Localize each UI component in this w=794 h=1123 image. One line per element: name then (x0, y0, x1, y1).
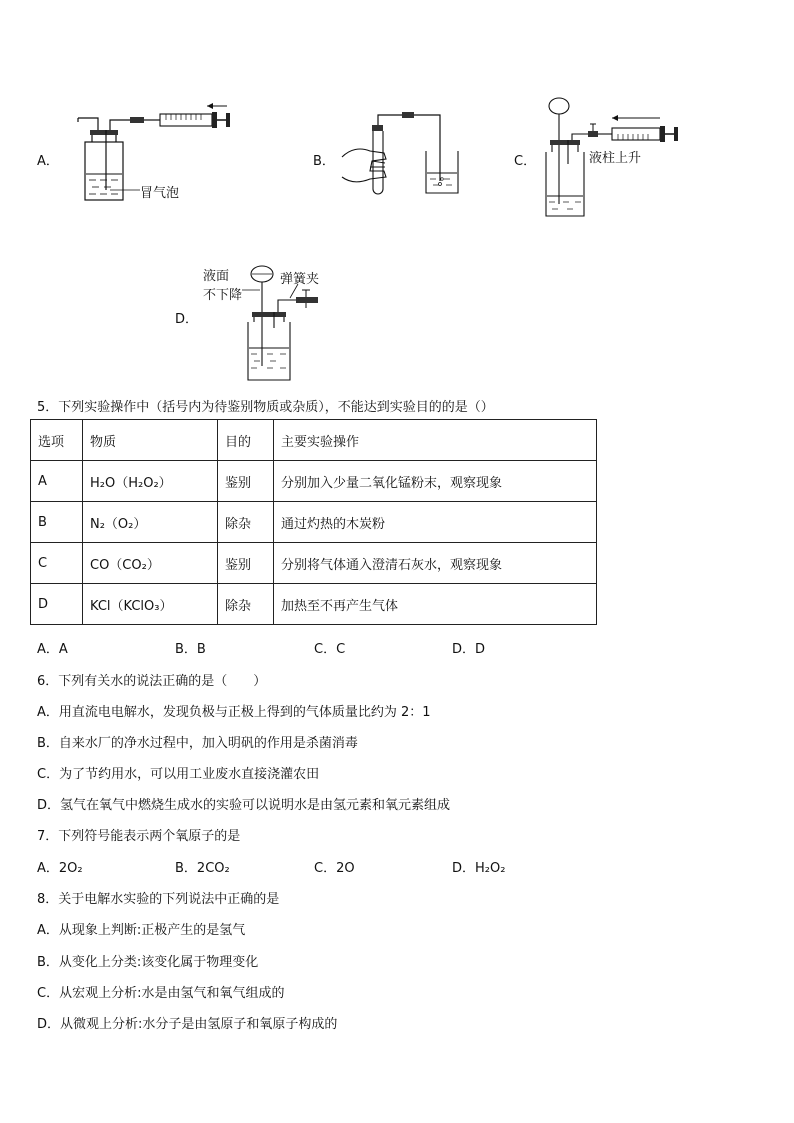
cell-option: D (31, 584, 83, 625)
q5-stem: 5．下列实验操作中（括号内为待鉴别物质或杂质），不能达到实验目的的是（） (37, 400, 494, 415)
header-substance: 物质 (83, 420, 218, 461)
q6-option-d[interactable]: D．氢气在氧气中燃烧生成水的实验可以说明水是由氢元素和氧元素组成 (37, 798, 451, 813)
q6-option-b[interactable]: B．自来水厂的净水过程中，加入明矾的作用是杀菌消毒 (37, 736, 358, 751)
q7-choice-c[interactable]: C．2O (314, 861, 355, 876)
q5-choice-a[interactable]: A．A (37, 642, 68, 657)
cell-operation: 加热至不再产生气体 (274, 584, 597, 625)
q5-choice-d[interactable]: D．D (452, 642, 486, 657)
q7-choice-a[interactable]: A．2O₂ (37, 861, 83, 876)
header-option: 选项 (31, 420, 83, 461)
q7-choice-d[interactable]: D．H₂O₂ (452, 861, 506, 876)
cell-option: C (31, 543, 83, 584)
cell-substance: CO（CO₂） (83, 543, 218, 584)
cell-substance: KCl（KClO₃） (83, 584, 218, 625)
cell-option: A (31, 461, 83, 502)
spring-clip-label: 弹簧夹 (280, 272, 320, 287)
table-row (31, 584, 597, 625)
header-purpose: 目的 (218, 420, 274, 461)
cell-purpose: 除杂 (218, 502, 274, 543)
cell-purpose: 鉴别 (218, 461, 274, 502)
table-row (31, 461, 597, 502)
liquid-level-label-2: 不下降 (203, 288, 243, 303)
q8-option-b[interactable]: B．从变化上分类:该变化属于物理变化 (37, 955, 259, 970)
header-operation: 主要实验操作 (274, 420, 597, 461)
q7-stem: 7．下列符号能表示两个氧原子的是 (37, 829, 241, 844)
bubble-label: 冒气泡 (140, 186, 180, 201)
q5-choice-b[interactable]: B．B (175, 642, 206, 657)
figure-d-apparatus (240, 262, 330, 384)
cell-substance: H₂O（H₂O₂） (83, 461, 218, 502)
q8-stem: 8．关于电解水实验的下列说法中正确的是 (37, 892, 280, 907)
q8-option-c[interactable]: C．从宏观上分析:水是由氢气和氧气组成的 (37, 986, 285, 1001)
liquid-level-label-1: 液面 (203, 269, 230, 284)
q6-stem: 6．下列有关水的说法正确的是（ ） (37, 674, 267, 689)
q6-option-c[interactable]: C．为了节约用水，可以用工业废水直接浇灌农田 (37, 767, 320, 782)
q7-choice-b[interactable]: B．2CO₂ (175, 861, 230, 876)
q8-option-d[interactable]: D．从微观上分析:水分子是由氢原子和氧原子构成的 (37, 1017, 338, 1032)
figure-a-letter: A． (37, 154, 59, 169)
q8-option-a[interactable]: A．从现象上判断:正极产生的是氢气 (37, 923, 246, 938)
cell-operation: 分别将气体通入澄清石灰水，观察现象 (274, 543, 597, 584)
q6-option-a[interactable]: A．用直流电电解水，发现负极与正极上得到的气体质量比约为 2：1 (37, 705, 431, 720)
cell-operation: 分别加入少量二氧化锰粉末，观察现象 (274, 461, 597, 502)
cell-option: B (31, 502, 83, 543)
table-row (31, 502, 597, 543)
figure-b-apparatus (340, 105, 470, 205)
table-header-row (31, 420, 597, 461)
cell-substance: N₂（O₂） (83, 502, 218, 543)
cell-operation: 通过灼热的木炭粉 (274, 502, 597, 543)
table-row (31, 543, 597, 584)
figure-b-letter: B． (313, 154, 335, 169)
q5-choice-c[interactable]: C．C (314, 642, 346, 657)
q5-table (30, 419, 597, 625)
liquid-column-label: 液柱上升 (589, 151, 642, 166)
figure-d-letter: D． (175, 312, 199, 327)
cell-purpose: 除杂 (218, 584, 274, 625)
figure-c-letter: C． (514, 154, 537, 169)
cell-purpose: 鉴别 (218, 543, 274, 584)
